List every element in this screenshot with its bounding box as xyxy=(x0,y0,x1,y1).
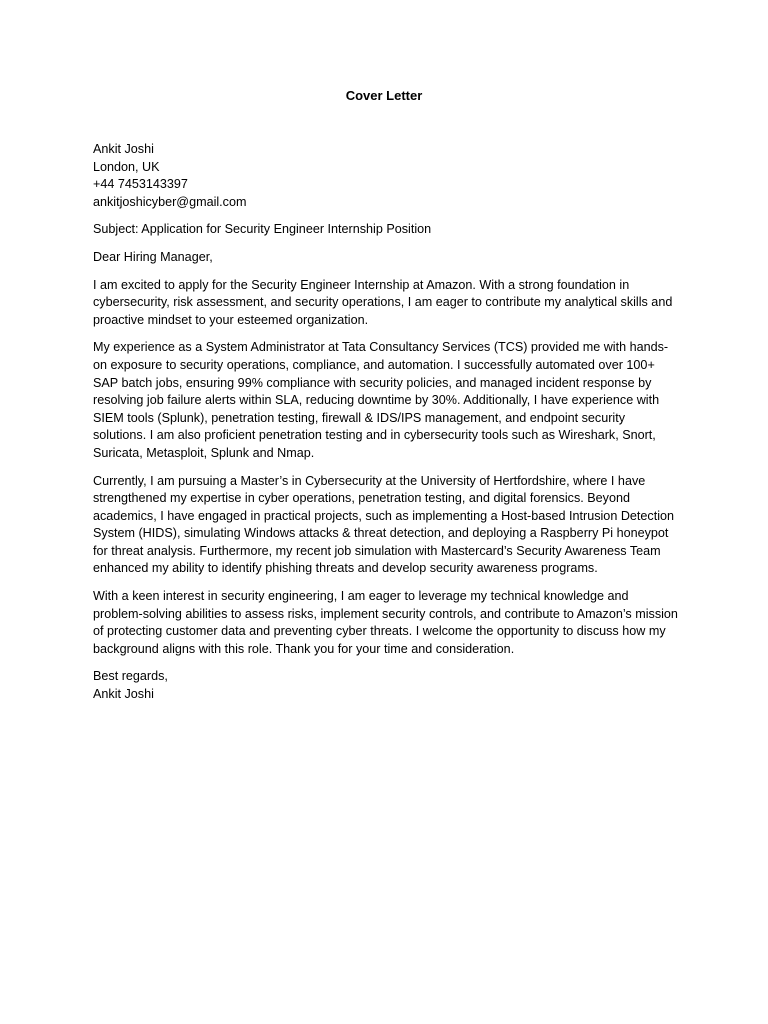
sender-block xyxy=(93,141,678,211)
sender-phone: +44 7453143397 xyxy=(93,177,188,192)
body-paragraph-4: With a keen interest in security engineering, I am eager to leverage my technical knowledge and problem-solving abilities to assess risks, implement security controls, and contribute to Amazon’s mission of protecting customer data and preventing cyber threats. I welcome the opportunity to discuss how my background aligns with this role. Thank you for your time and consideration. xyxy=(93,589,678,656)
sender-location: London, UK xyxy=(93,159,160,174)
sender-email: ankitjoshicyber@gmail.com xyxy=(93,194,247,209)
salutation: Dear Hiring Manager, xyxy=(93,249,213,264)
signature-name: Ankit Joshi xyxy=(93,687,154,702)
letter-body xyxy=(93,141,678,704)
document-title: Cover Letter xyxy=(345,88,423,103)
body-paragraph-3: Currently, I am pursuing a Master’s in Cybersecurity at the University of Hertfordshire, where I have strengthened my expertise in cyber operations, penetration testing, and digital forensics. Beyond academics, I have engaged in practical projects, such as implementing a Host-based Intrusion Detection System (HIDS), simulating Windows attacks & threat detection, and deploying a Raspberry Pi honeypot for threat analysis. Furthermore, my recent job simulation with Mastercard’s Security Awareness Team enhanced my ability to identify phishing threats and develop security awareness programs. xyxy=(93,473,675,576)
body-paragraph-1: I am excited to apply for the Security Engineer Internship at Amazon. With a strong foundation in cybersecurity, risk assessment, and security operations, I am eager to contribute my analytical skills and proactive mindset to your esteemed organization. xyxy=(93,277,673,327)
closing: Best regards, xyxy=(93,669,168,684)
body-paragraph-2: My experience as a System Administrator at Tata Consultancy Services (TCS) provided me with hands-on exposure to security operations, compliance, and automation. I successfully automated over 100+ SAP batch jobs, ensuring 99% compliance with security policies, and managed incident response by resolving job failure alerts within SLA, reducing downtime by 30%. Additionally, I have experience with SIEM tools (Splunk), penetration testing, firewall & IDS/IPS management, and endpoint security solutions. I am also proficient penetration testing and in cybersecurity tools such as Wireshark, Snort, Suricata, Metasploit, Splunk and Nmap. xyxy=(93,340,669,460)
signoff-block xyxy=(93,668,678,703)
subject-line: Subject: Application for Security Engineer Internship Position xyxy=(93,222,432,237)
sender-name: Ankit Joshi xyxy=(93,142,154,156)
